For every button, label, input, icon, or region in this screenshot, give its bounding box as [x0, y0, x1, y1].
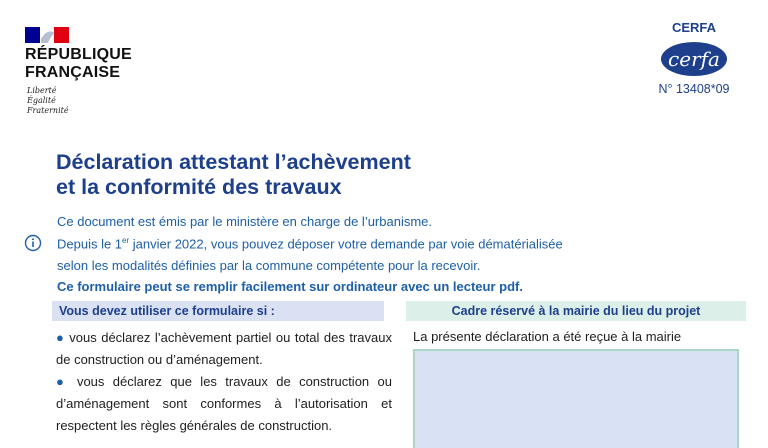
right-section-header: Cadre réservé à la mairie du lieu du projet — [451, 304, 701, 318]
info-line-2 — [57, 236, 563, 251]
info-line-1: Ce document est émis par le ministère en charge de l’urbanisme. — [57, 214, 433, 229]
republic-line2: FRANÇAISE — [25, 64, 121, 81]
left-section-bullets — [56, 327, 392, 437]
cerfa-label: CERFA — [671, 20, 717, 35]
info-line-4: Ce formulaire peut se remplir facilement sur ordinateur avec un lecteur pdf. — [57, 279, 523, 294]
cerfa-logo — [660, 40, 728, 78]
title-line2: et la conformité des travaux — [56, 175, 342, 199]
motto-fraternite: Fraternité — [27, 106, 69, 115]
left-section-header: Vous devez utiliser ce formulaire si : — [59, 304, 275, 318]
bullet-icon: ● — [56, 374, 69, 389]
info-line-3: selon les modalités définies par la commune compétente pour la recevoir. — [57, 258, 481, 273]
list-item — [56, 327, 392, 371]
motto — [27, 86, 69, 116]
mairie-reception-field[interactable] — [413, 349, 739, 448]
list-item — [56, 371, 392, 437]
republique-francaise-label — [25, 46, 132, 82]
page-title — [56, 150, 411, 200]
title-line1: Déclaration attestant l’achèvement — [56, 150, 411, 174]
bullet-text-2: vous déclarez que les travaux de construction ou d’aménagement sont conformes à l’autorisation et respectent les règles générales de construction. — [56, 374, 392, 433]
republic-line1: RÉPUBLIQUE — [25, 46, 132, 63]
info-line-2-start: Depuis le 1 — [57, 236, 123, 252]
motto-egalite: Égalité — [27, 96, 56, 105]
bullet-text-1: vous déclarez l’achèvement partiel ou total des travaux de construction ou d’aménagement. — [56, 330, 392, 367]
bullet-icon: ● — [56, 330, 65, 345]
info-line-2-end: janvier 2022, vous pouvez déposer votre demande par voie dématérialisée — [129, 236, 563, 252]
cerfa-logo-text: cerfa — [668, 47, 720, 71]
cerfa-number: N° 13408*09 — [658, 82, 730, 96]
marianne-flag-icon — [25, 27, 69, 43]
motto-liberte: Liberté — [27, 86, 57, 95]
mairie-reception-label: La présente déclaration a été reçue à la mairie — [413, 329, 682, 344]
info-icon — [24, 234, 42, 252]
info-line-2-sup: er — [122, 236, 130, 245]
